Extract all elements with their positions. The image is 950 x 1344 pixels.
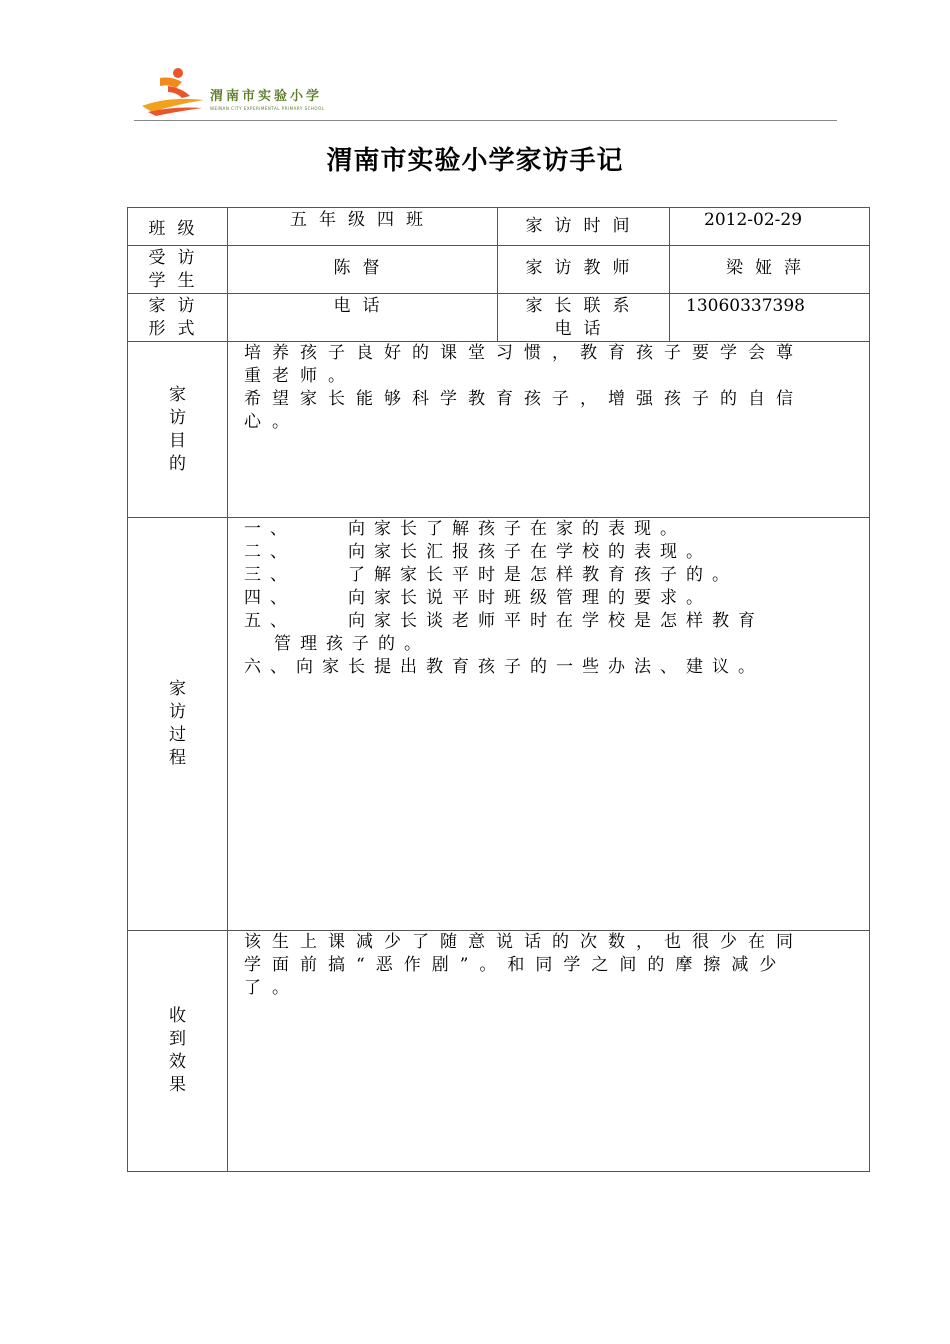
- teacher-value: 梁娅萍: [670, 246, 870, 294]
- school-logo: [138, 66, 338, 118]
- process-item: [244, 610, 849, 633]
- process-item-text: 管理孩子的。: [274, 634, 430, 654]
- process-item-continuation: [244, 633, 849, 656]
- result-label-char: 收: [169, 1006, 186, 1026]
- form-label: [128, 294, 228, 342]
- student-value: 陈督: [228, 246, 498, 294]
- purpose-line: 希望家长能够科学教育孩子，增强孩子的自信: [244, 389, 804, 409]
- result-label-char: 效: [169, 1052, 186, 1072]
- row-class: [128, 208, 870, 246]
- result-line: 了。: [244, 978, 300, 998]
- process-item-number: 一、: [244, 519, 296, 539]
- process-item: [244, 587, 849, 610]
- process-item-number: 四、: [244, 588, 296, 608]
- process-item-text: 向家长了解孩子在家的表现。: [348, 519, 686, 539]
- phone-label-line-1: 家长联系: [525, 296, 642, 316]
- process-label-char: 程: [169, 748, 186, 768]
- form-label-line-1: 家访: [148, 296, 207, 316]
- purpose-label-char: 家: [169, 384, 186, 405]
- visit-time-value: 2012-02-29: [670, 208, 870, 246]
- logo-subtitle: WEINAN CITY EXPERIMENTAL PRIMARY SCHOOL: [210, 106, 325, 111]
- purpose-label-char: 访: [169, 407, 186, 428]
- result-content: [228, 931, 870, 1172]
- purpose-line: 重老师。: [244, 366, 356, 386]
- header-divider: [134, 120, 837, 121]
- purpose-label: [128, 342, 228, 518]
- process-item: [244, 564, 849, 587]
- result-label-char: 果: [169, 1075, 186, 1095]
- process-item: [244, 541, 849, 564]
- runner-logo-icon: [138, 66, 208, 118]
- home-visit-form: [127, 207, 870, 1172]
- row-result: [128, 931, 870, 1172]
- purpose-label-char: 目: [169, 430, 186, 451]
- process-content: [228, 518, 870, 931]
- student-label-line-2: 学生: [148, 271, 207, 291]
- process-item-number: 五、: [244, 611, 296, 631]
- process-item: [244, 518, 849, 541]
- row-student: [128, 246, 870, 294]
- phone-label-line-2: 电话: [554, 319, 613, 339]
- process-item-text: 向家长提出教育孩子的一些办法、建议。: [296, 657, 764, 677]
- result-line: 该生上课减少了随意说话的次数，也很少在同: [244, 932, 804, 952]
- process-item-text: 向家长汇报孩子在学校的表现。: [348, 542, 712, 562]
- result-line: 学面前搞“恶作剧”。和同学之间的摩擦减少: [244, 955, 788, 975]
- page-title: 渭南市实验小学家访手记: [326, 146, 624, 176]
- process-item-number: 六、: [244, 657, 296, 677]
- process-item-text: 向家长谈老师平时在学校是怎样教育: [348, 611, 764, 631]
- student-label-line-1: 受访: [148, 248, 207, 268]
- process-item-number: 二、: [244, 542, 296, 562]
- class-value: 五年级四班: [228, 208, 498, 246]
- process-label: [128, 518, 228, 931]
- result-label-char: 到: [169, 1029, 186, 1049]
- row-form: [128, 294, 870, 342]
- result-label: [128, 931, 228, 1172]
- purpose-line: 培养孩子良好的课堂习惯，教育孩子要学会尊: [244, 343, 804, 363]
- process-item-text: 向家长说平时班级管理的要求。: [348, 588, 712, 608]
- teacher-label: 家访教师: [498, 246, 670, 294]
- row-purpose: [128, 342, 870, 518]
- phone-label: [498, 294, 670, 342]
- process-label-char: 家: [169, 679, 186, 699]
- process-item-text: 了解家长平时是怎样教育孩子的。: [348, 565, 738, 585]
- student-label: [128, 246, 228, 294]
- purpose-content: [228, 342, 870, 518]
- row-process: [128, 518, 870, 931]
- process-label-char: 过: [169, 725, 186, 745]
- purpose-line: 心。: [244, 412, 300, 432]
- form-value: 电话: [228, 294, 498, 342]
- process-item-number: 三、: [244, 565, 296, 585]
- logo-school-name: 渭南市实验小学: [210, 89, 323, 104]
- purpose-label-char: 的: [169, 453, 186, 474]
- process-label-char: 访: [169, 702, 186, 722]
- process-item: [244, 656, 849, 679]
- class-label: 班级: [128, 208, 228, 246]
- visit-time-label: 家访时间: [498, 208, 670, 246]
- phone-value: 13060337398: [670, 294, 870, 342]
- form-label-line-2: 形式: [148, 319, 207, 339]
